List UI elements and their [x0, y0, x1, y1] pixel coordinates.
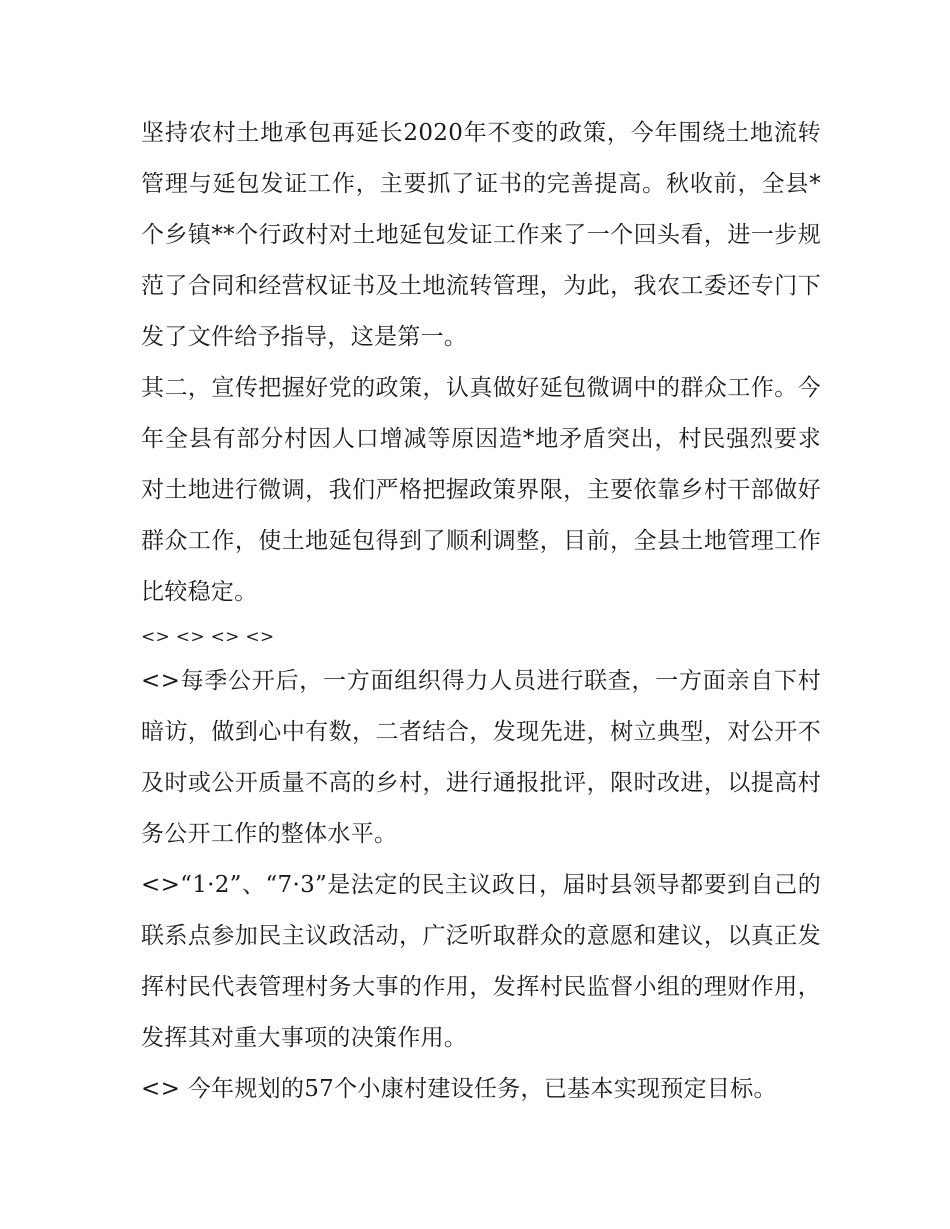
paragraph-land-contract: 坚持农村土地承包再延长2020年不变的政策，今年围绕土地流转管理与延包发证工作，主要抓了证书的完善提高。秋收前，全县*个乡镇**个行政村对土地延包发证工作来了一个回头看，进一步规范了合同和经营权证书及土地流转管理，为此，我农工委还专门下发了文件给予指导，这是第一。: [141, 120, 821, 350]
paragraph-markers: <> <> <> <>: [141, 627, 275, 647]
document-body: [141, 108, 821, 1115]
paragraph-second-policy: 其二，宣传把握好党的政策，认真做好延包微调中的群众工作。今年全县有部分村因人口增减等原因造*地矛盾突出，村民强烈要求对土地进行微调，我们严格把握政策界限，主要依靠乡村干部做好群众工作，使土地延包得到了顺利调整，目前，全县土地管理工作比较稳定。: [141, 375, 821, 605]
paragraph-quarterly-disclosure: <>每季公开后，一方面组织得力人员进行联查，一方面亲自下村暗访，做到心中有数，二者结合，发现先进，树立典型，对公开不及时或公开质量不高的乡村，进行通报批评，限时改进，以提高村务公开工作的整体水平。: [141, 668, 821, 847]
paragraph-democratic-day: <>“1·2”、“7·3”是法定的民主议政日，届时县领导都要到自己的联系点参加民主议政活动，广泛听取群众的意愿和建议，以真正发挥村民代表管理村务大事的作用，发挥村民监督小组的理财作用，发挥其对重大事项的决策作用。: [141, 872, 821, 1051]
paragraph-xiaokang-villages: <> 今年规划的57个小康村建设任务，已基本实现预定目标。: [141, 1076, 777, 1102]
